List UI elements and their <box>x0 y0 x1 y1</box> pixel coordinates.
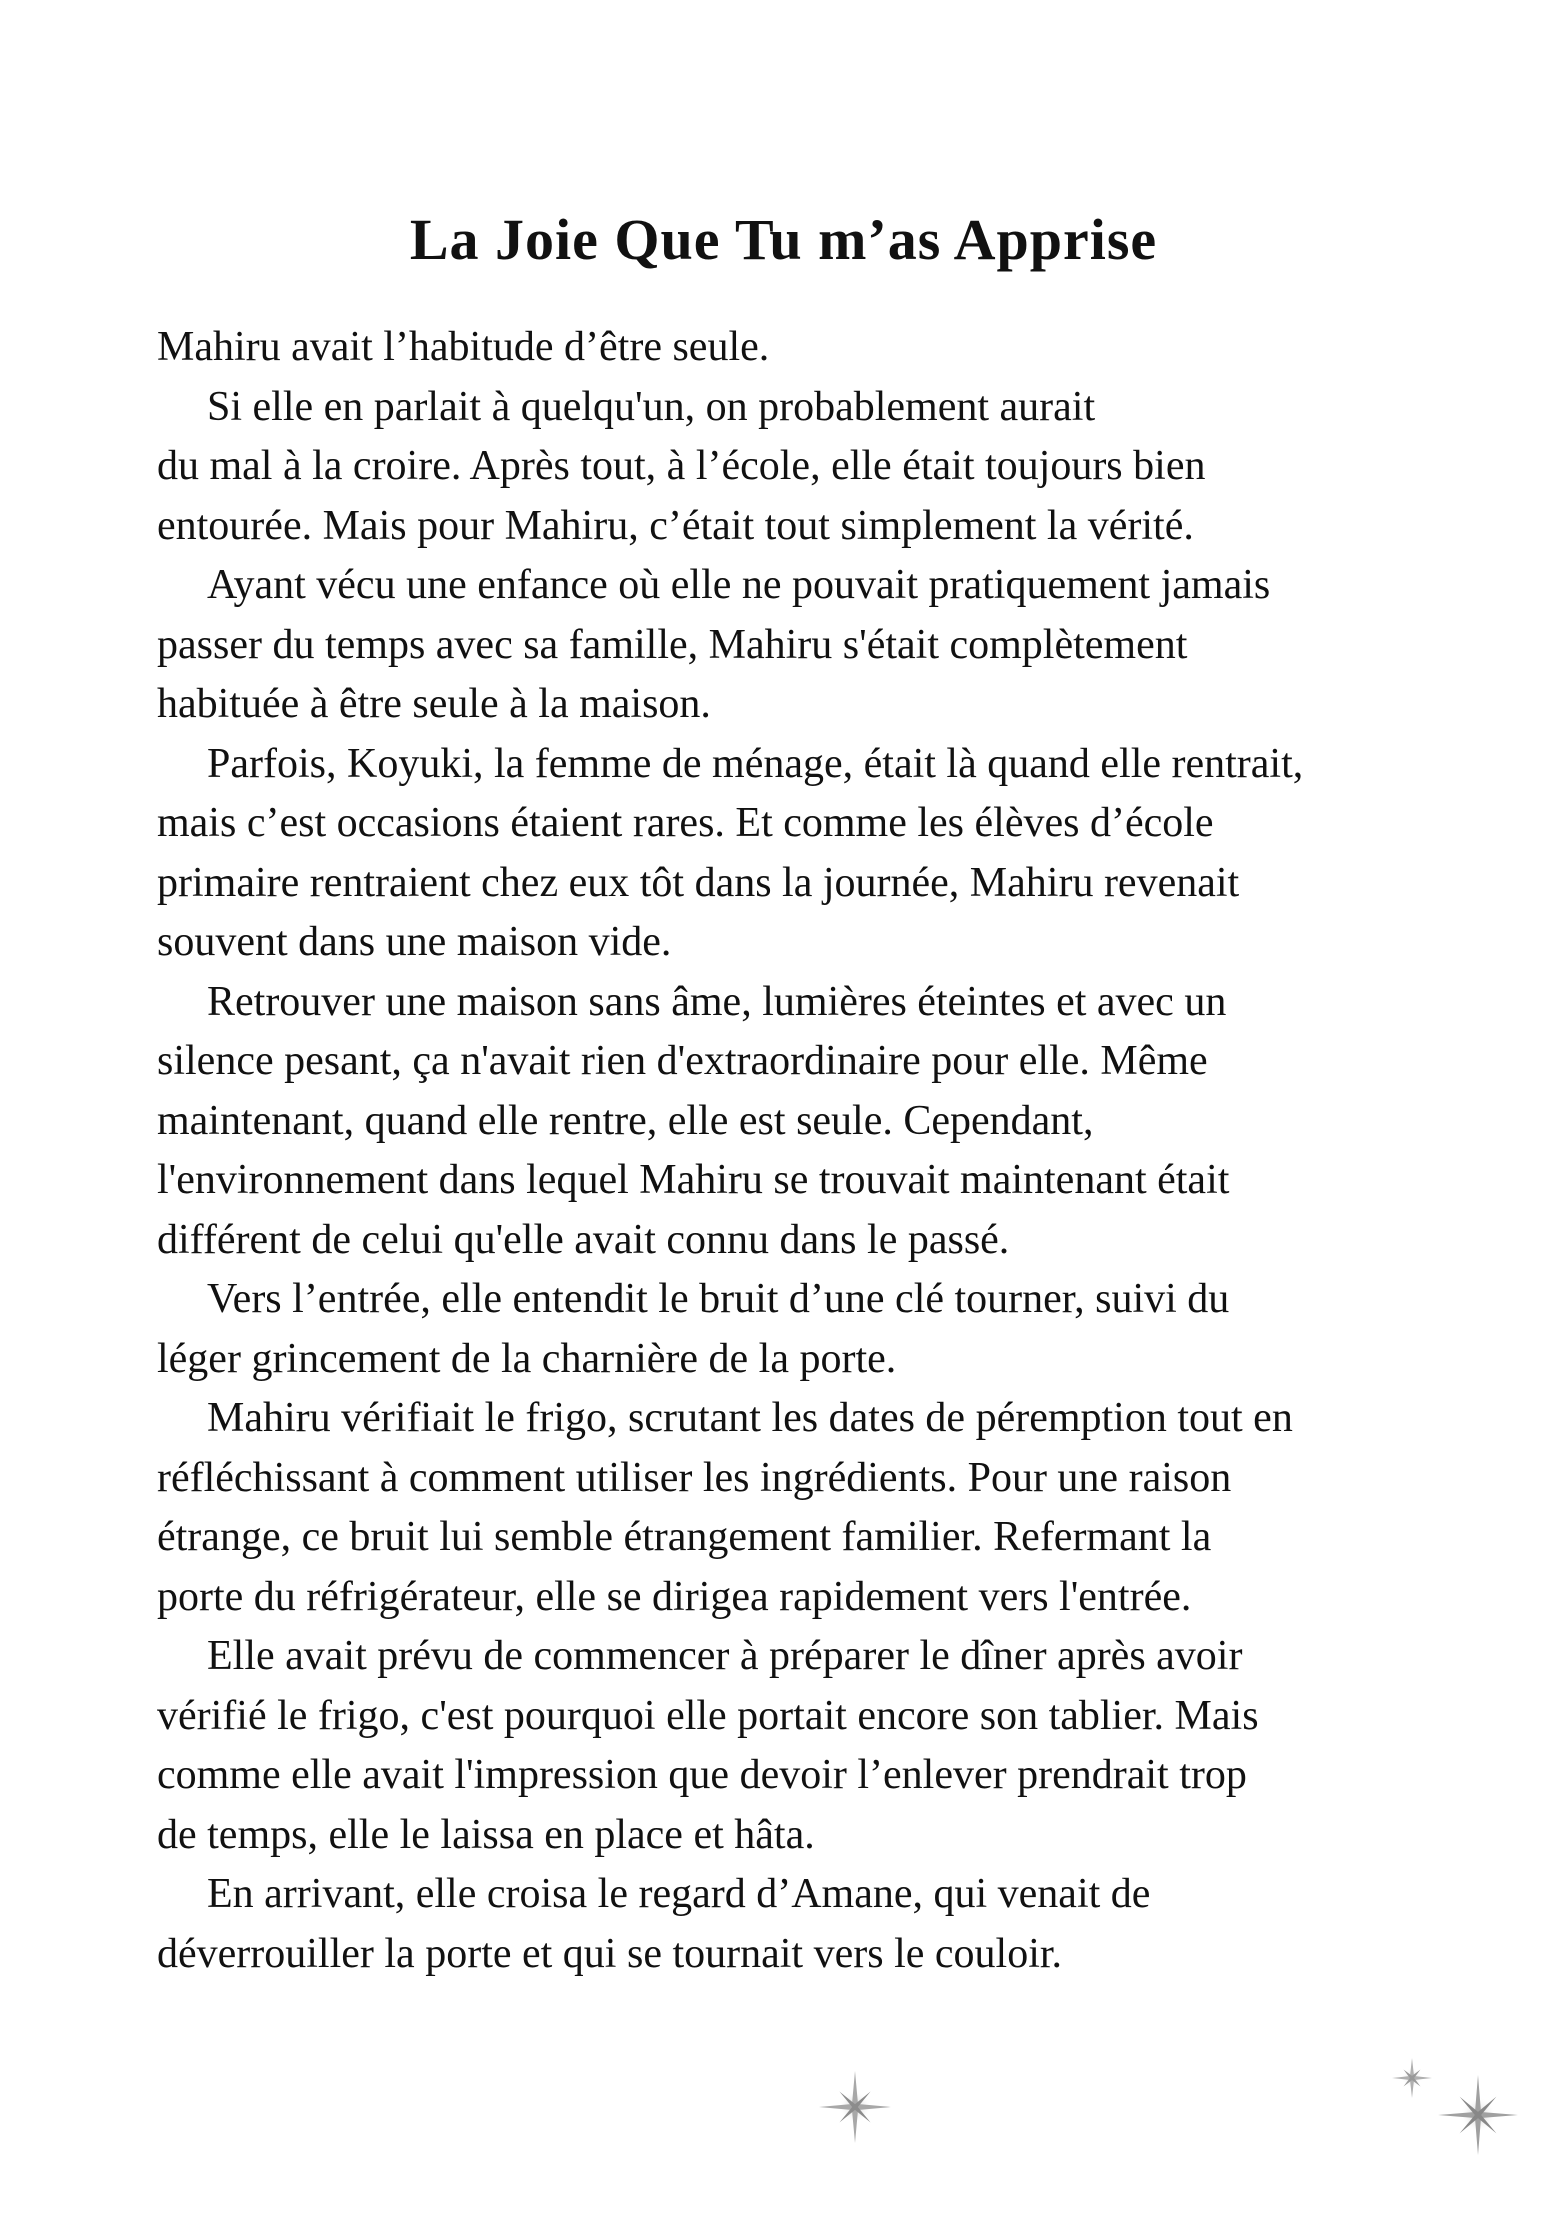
text-line: mais c’est occasions étaient rares. Et comme les élèves d’école <box>157 800 1214 846</box>
text-line: maintenant, quand elle rentre, elle est seule. Cependant, <box>157 1097 1094 1144</box>
text-line: déverrouiller la porte et qui se tournait vers le couloir. <box>157 1930 1063 1977</box>
chapter-title: La Joie Que Tu m’as Apprise <box>409 207 1158 272</box>
text-line: Mahiru avait l’habitude d’être seule. <box>157 324 770 370</box>
text-line: silence pesant, ça n'avait rien d'extraordinaire pour elle. Même <box>157 1038 1208 1084</box>
text-line: Vers l’entrée, elle entendit le bruit d’une clé tourner, suivi du <box>207 1276 1230 1322</box>
text-line: étrange, ce bruit lui semble étrangement familier. Refermant la <box>157 1514 1212 1560</box>
text-line: habituée à être seule à la maison. <box>157 681 711 727</box>
text-line: du mal à la croire. Après tout, à l’école, elle était toujours bien <box>157 443 1206 489</box>
text-line: Elle avait prévu de commencer à préparer le dîner après avoir <box>207 1633 1243 1679</box>
text-line: souvent dans une maison vide. <box>157 919 672 965</box>
text-line: de temps, elle le laissa en place et hâta. <box>157 1811 815 1858</box>
sparkle-star-icon <box>1392 2058 1432 2098</box>
text-line: Mahiru vérifiait le frigo, scrutant les dates de péremption tout en <box>207 1395 1293 1441</box>
sparkle-star-icon <box>819 2071 891 2143</box>
text-line: porte du réfrigérateur, elle se dirigea rapidement vers l'entrée. <box>157 1573 1192 1620</box>
text-line: Retrouver une maison sans âme, lumières éteintes et avec un <box>207 978 1227 1025</box>
text-line: vérifié le frigo, c'est pourquoi elle portait encore son tablier. Mais <box>157 1692 1259 1739</box>
text-line: réfléchissant à comment utiliser les ingrédients. Pour une raison <box>157 1454 1232 1501</box>
chapter-body <box>157 318 1457 1984</box>
text-line: primaire rentraient chez eux tôt dans la journée, Mahiru revenait <box>157 859 1240 906</box>
text-line: différent de celui qu'elle avait connu dans le passé. <box>157 1216 1010 1263</box>
text-line: Parfois, Koyuki, la femme de ménage, était là quand elle rentrait, <box>207 740 1304 787</box>
text-line: entourée. Mais pour Mahiru, c’était tout simplement la vérité. <box>157 502 1194 549</box>
sparkle-star-icon <box>1438 2075 1518 2155</box>
text-line: Si elle en parlait à quelqu'un, on probablement aurait <box>207 383 1096 430</box>
text-line: En arrivant, elle croisa le regard d’Amane, qui venait de <box>207 1871 1151 1917</box>
text-line: l'environnement dans lequel Mahiru se trouvait maintenant était <box>157 1157 1230 1203</box>
text-line: léger grincement de la charnière de la porte. <box>157 1335 897 1382</box>
text-line: comme elle avait l'impression que devoir l’enlever prendrait trop <box>157 1752 1247 1798</box>
text-line: Ayant vécu une enfance où elle ne pouvait pratiquement jamais <box>207 562 1271 608</box>
text-line: passer du temps avec sa famille, Mahiru s'était complètement <box>157 621 1188 668</box>
